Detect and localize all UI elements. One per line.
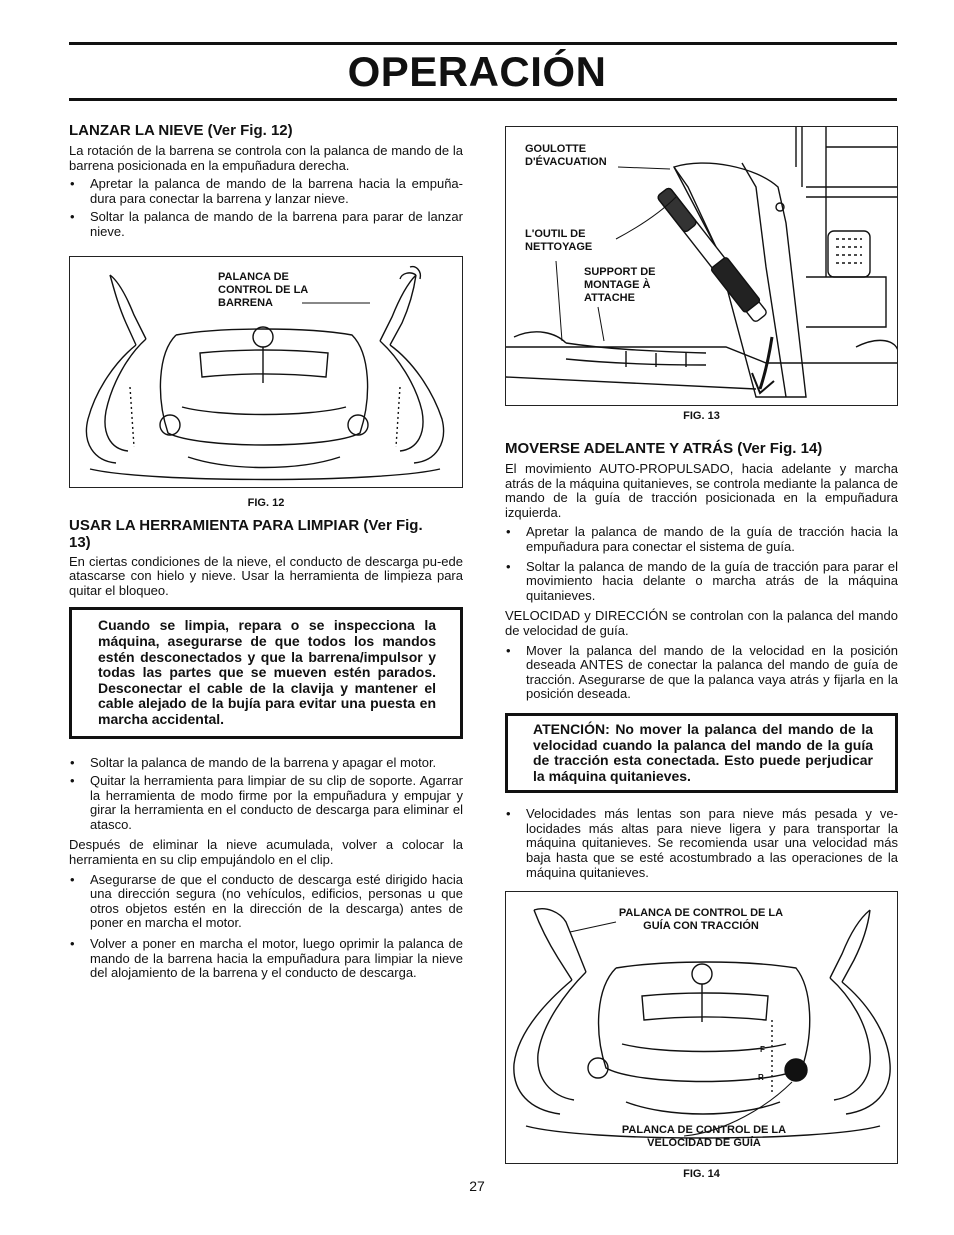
section-heading-clean-tool: USAR LA HERRAMIENTA PARA LIMPIAR (Ver Fig. 13)	[69, 516, 423, 551]
paragraph: VELOCIDAD y DIRECCIÓN se controlan con la palanca del mando de velocidad de guía.	[505, 608, 898, 638]
figure-14-caption: FIG. 14	[683, 1168, 720, 1181]
list-item: • Soltar la palanca de mando de la barrena y apagar el motor.	[69, 756, 463, 771]
speed-mark-forward: F	[760, 1045, 765, 1055]
figure-13-caption: FIG. 13	[683, 410, 720, 422]
bullet-list	[505, 807, 898, 880]
bullet-list	[69, 873, 463, 981]
top-rule	[69, 42, 897, 45]
callout-discharge-chute: GOULOTTE D'ÉVACUATION	[525, 143, 607, 168]
list-item: • Asegurarse de que el conducto de descarga esté dirigido hacia una dirección segura (no vehículos, edificios, personas u que otros objetos estén en la dirección de la descarga) antes de poner en marcha el motor.	[69, 873, 463, 931]
page-number: 27	[469, 1178, 485, 1194]
callout-speed-lever: PALANCA DE CONTROL DE LA VELOCIDAD DE GUÍA	[621, 1124, 787, 1150]
list-item: • Mover la palanca del mando de la velocidad en la posición deseada ANTES de conectar la palanca del mando de guía de tracción. Asegurarse de que la palanca vaya atrás y fijarla en la posición deseada.	[505, 644, 898, 702]
speed-mark-reverse: R	[758, 1073, 764, 1083]
list-item: • Apretar la palanca de mando de la guía de tracción hacia la empuñadura para conectar el sistema de guía.	[505, 525, 898, 554]
callout-cleaning-tool: L'OUTIL DE NETTOYAGE	[525, 228, 593, 253]
title-rule	[69, 98, 897, 101]
section-intro: El movimiento AUTO-PROPULSADO, hacia adelante y marcha atrás de la máquina quitanieves, se controla mediante la palanca de mando de la guía de tracción posicionada en la empuñadura izquierda.	[505, 461, 898, 520]
right-column	[505, 126, 898, 1181]
bullet-list	[69, 756, 463, 833]
figure-12	[69, 256, 463, 488]
attention-warning-box	[505, 713, 898, 793]
bullet-list	[505, 644, 898, 702]
section-heading-throw-snow: LANZAR LA NIEVE (Ver Fig. 12)	[69, 122, 293, 139]
attention-warning-text: ATENCIÓN: No mover la palanca del mando de la velocidad cuando la palanca del mando de la guía de tracción esta conectada. Esto puede perjudicar la máquina quitanieves.	[533, 720, 873, 784]
callout-traction-lever: PALANCA DE CONTROL DE LA GUÍA CON TRACCIÓN	[618, 907, 784, 933]
bullet-list	[505, 525, 898, 603]
left-column	[69, 122, 463, 981]
list-item: • Apretar la palanca de mando de la barrena hacia la empuña-dura para conectar la barrena y lanzar nieve.	[69, 177, 463, 206]
list-item: • Volver a poner en marcha el motor, luego oprimir la palanca de mando de la barrena hacia la empuñadura para limpiar la nieve del alojamiento de la barrena y el conducto de descarga.	[69, 937, 463, 981]
section-intro: En ciertas condiciones de la nieve, el conducto de descarga pu-ede atascarse con hielo y nieve. Usar la herramienta de limpieza para quitar el bloqueo.	[69, 553, 463, 598]
figure-14	[505, 891, 898, 1164]
safety-warning-box	[69, 607, 463, 738]
list-item: • Velocidades más lentas son para nieve más pesada y ve-locidades más altas para nieve ligera y para transportar la máquina quitanieves. Se recomienda usar una velocidad más baja hasta que se esté acostumbrado a las operaciones de la máquina quitanieves.	[505, 807, 898, 880]
list-item: • Quitar la herramienta para limpiar de su clip de soporte. Agarrar la herramienta de modo firme por la empuñadura y empujar y girar la herramienta en el conducto de descarga para eliminar el atasco.	[69, 774, 463, 832]
figure-13	[505, 126, 898, 406]
section-intro: La rotación de la barrena se controla con la palanca de mando de la barrena posicionada en la empuñadura derecha.	[69, 143, 463, 173]
list-item: • Soltar la palanca de mando de la barrena para parar de lanzar nieve.	[69, 210, 463, 239]
callout-auger-lever: PALANCA DE CONTROL DE LA BARRENA	[218, 270, 308, 309]
list-item: • Soltar la palanca de mando de la guía de tracción para parar el movimiento hacia delante o marcha atrás de la máquina quitanieves.	[505, 560, 898, 604]
page-title: OPERACIÓN	[347, 48, 607, 95]
safety-warning-text: Cuando se limpia, repara o se inspecciona la máquina, asegurarse de que todos los mandos estén desconectados y que la barrena/impulsor y todas las partes que se mueven estén parados. Desconectar el cable de la clavija y mantener el cable alejado de la bujía para evitar una puesta en marcha accidental.	[98, 617, 436, 727]
bullet-list	[69, 177, 463, 239]
figure-12-caption: FIG. 12	[247, 496, 285, 509]
paragraph: Después de eliminar la nieve acumulada, volver a colocar la herramienta en su clip empujándolo en el clip.	[69, 837, 463, 868]
section-heading-forward-reverse: MOVERSE ADELANTE Y ATRÁS (Ver Fig. 14)	[505, 440, 823, 457]
callout-mounting-clip: SUPPORT DE MONTAGE À ATTACHE	[584, 266, 656, 304]
